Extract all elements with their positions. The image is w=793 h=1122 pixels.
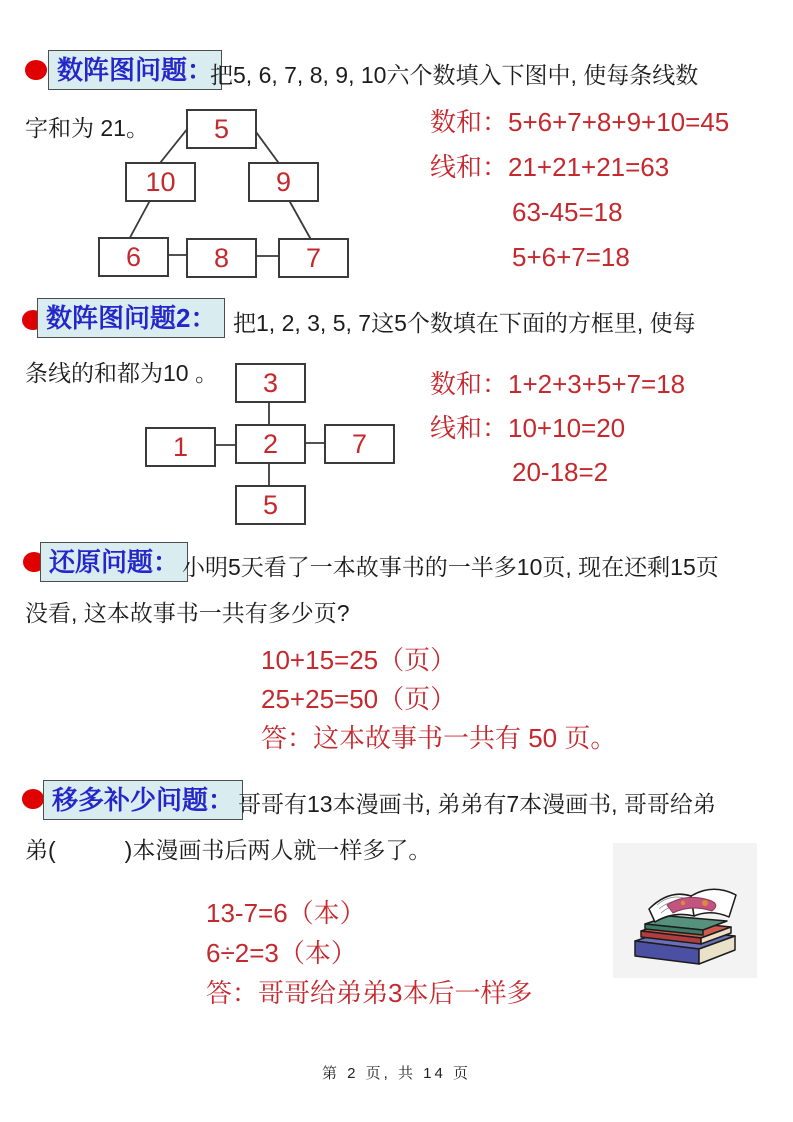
solution-line: 63-45=18 [512, 197, 623, 227]
books-illustration [613, 843, 757, 978]
problem-text-line2: 条线的和都为10 。 [25, 360, 218, 386]
diagram-cell: 7 [278, 238, 349, 278]
solution-line: 10+15=25（页） [261, 645, 457, 675]
section-title: 数阵图问题： [48, 50, 222, 90]
solution-line: 线和：10+10=20 [430, 413, 626, 443]
solution-line: 13-7=6（本） [206, 898, 366, 928]
diagram-cell: 5 [235, 485, 306, 525]
problem-text-line2: 没看, 这本故事书一共有多少页? [25, 600, 350, 626]
diagram-cell: 7 [324, 424, 395, 464]
solution-line: 数和：5+6+7+8+9+10=45 [430, 107, 730, 137]
number-diagram-triangle [90, 105, 370, 285]
number-diagram-cross [145, 363, 395, 523]
diagram-cell: 6 [98, 237, 169, 277]
page-footer: 第 2 页, 共 14 页 [321, 1065, 472, 1082]
diagram-cell: 1 [145, 427, 216, 467]
solution-line: 6÷2=3（本） [206, 938, 357, 968]
problem-text-line1: 把1, 2, 3, 5, 7这5个数填在下面的方框里, 使每 [233, 310, 696, 336]
problem-text-line1: 把5, 6, 7, 8, 9, 10六个数填入下图中, 使每条线数 [210, 62, 699, 88]
section-title: 数阵图问题2： [37, 298, 225, 338]
diagram-cell: 8 [186, 238, 257, 278]
solution-block [206, 893, 532, 1013]
solution-line: 20-18=2 [512, 457, 609, 487]
solution-line: 答：这本故事书一共有 50 页。 [261, 723, 617, 753]
solution-line: 25+25=50（页） [261, 684, 457, 714]
bullet-icon [25, 60, 47, 80]
diagram-cell: 10 [125, 162, 196, 202]
solution-block [261, 641, 616, 758]
solution-block [430, 362, 685, 494]
problem-text-line2: 弟( )本漫画书后两人就一样多了。 [25, 837, 432, 863]
problem-text-line2: 字和为 21。 [25, 115, 149, 141]
diagram-cell: 5 [186, 109, 257, 149]
section-title: 移多补少问题： [43, 780, 243, 820]
bullet-icon [22, 789, 44, 809]
solution-block [430, 100, 729, 280]
diagram-cell: 3 [235, 363, 306, 403]
diagram-cell: 2 [235, 424, 306, 464]
section-title: 还原问题： [40, 542, 188, 582]
diagram-cell: 9 [248, 162, 319, 202]
solution-line: 答：哥哥给弟弟3本后一样多 [206, 978, 533, 1008]
solution-line: 5+6+7=18 [512, 242, 630, 272]
problem-text-line1: 小明5天看了一本故事书的一半多10页, 现在还剩15页 [182, 554, 719, 580]
solution-line: 线和：21+21+21=63 [430, 152, 670, 182]
problem-text-line1: 哥哥有13本漫画书, 弟弟有7本漫画书, 哥哥给弟 [238, 791, 716, 817]
solution-line: 数和：1+2+3+5+7=18 [430, 369, 686, 399]
